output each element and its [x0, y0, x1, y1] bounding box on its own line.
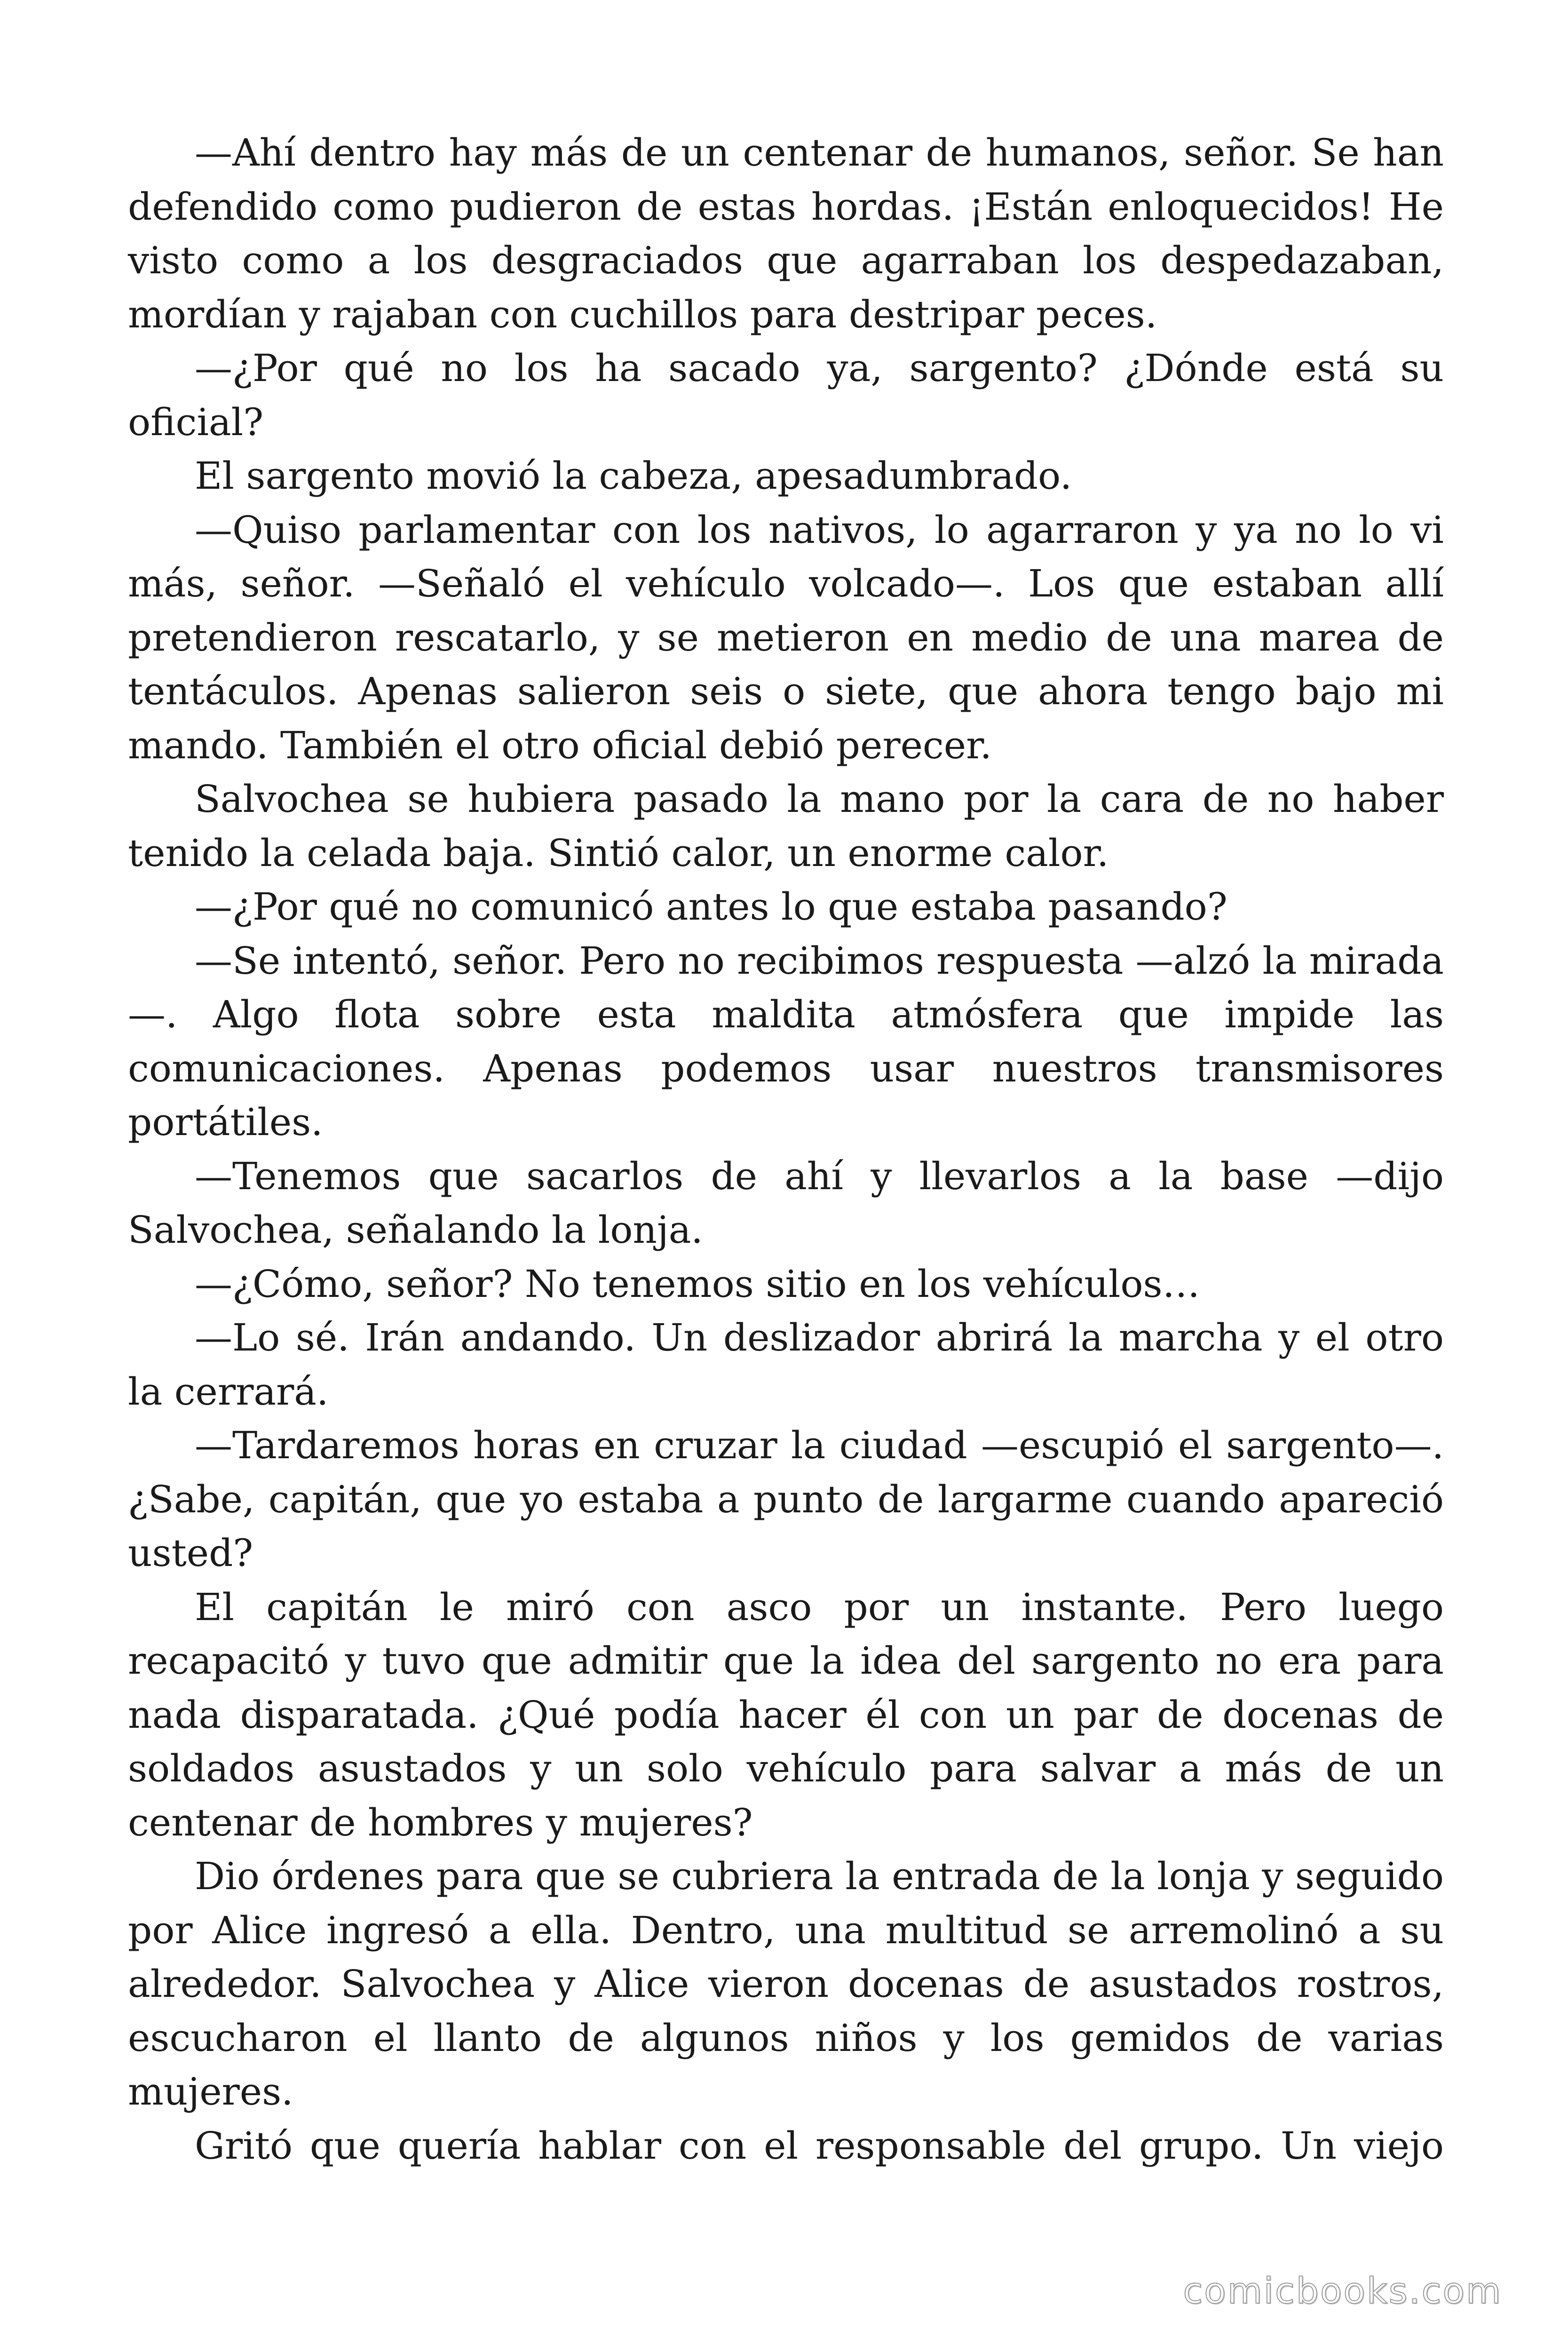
paragraph: —Ahí dentro hay más de un centenar de humanos, señor. Se han defendido como pudieron de estas hordas. ¡Están enloquecidos! He visto como a los desgraciados que agarraban los despedazaban, mordían y rajaban con cuchillos para destripar peces. [128, 131, 1444, 336]
paragraph: —¿Por qué no los ha sacado ya, sargento? ¿Dónde está su oficial? [128, 346, 1444, 444]
paragraph: —Tenemos que sacarlos de ahí y llevarlos a la base —dijo Salvochea, señalando la lonja. [128, 1154, 1444, 1252]
paragraph: —Se intentó, señor. Pero no recibimos respuesta —alzó la mirada—. Algo flota sobre esta maldita atmósfera que impide las comunicaciones. Apenas podemos usar nuestros transmisores portátiles. [128, 938, 1444, 1144]
paragraph: —¿Por qué no comunicó antes lo que estaba pasando? [195, 885, 1227, 929]
body-text [128, 126, 1444, 2173]
paragraph: —Lo sé. Irán andando. Un deslizador abrirá la marcha y el otro la cerrará. [128, 1316, 1444, 1414]
watermark-logo: comicbooks.com [1183, 2270, 1502, 2312]
paragraph: El capitán le miró con asco por un instante. Pero luego recapacitó y tuvo que admitir que la idea del sargento no era para nada disparatada. ¿Qué podía hacer él con un par de docenas de soldados asustados y un solo vehículo para salvar a más de un centenar de hombres y mujeres? [128, 1585, 1444, 1844]
paragraph: —Quiso parlamentar con los nativos, lo agarraron y ya no lo vi más, señor. —Señaló el vehículo volcado—. Los que estaban allí pretendieron rescatarlo, y se metieron en medio de una marea de tentáculos. Apenas salieron seis o siete, que ahora tengo bajo mi mando. También el otro oficial debió perecer. [128, 508, 1444, 767]
paragraph: —Tardaremos horas en cruzar la ciudad —escupió el sargento—. ¿Sabe, capitán, que yo estaba a punto de largarme cuando apareció usted? [128, 1423, 1444, 1575]
paragraph: El sargento movió la cabeza, apesadumbrado. [195, 454, 1072, 498]
paragraph: Salvochea se hubiera pasado la mano por la cara de no haber tenido la celada baja. Sintió calor, un enorme calor. [128, 777, 1444, 875]
paragraph: Gritó que quería hablar con el responsable del grupo. Un viejo [195, 2123, 1444, 2168]
paragraph: —¿Cómo, señor? No tenemos sitio en los vehículos… [195, 1262, 1200, 1306]
paragraph: Dio órdenes para que se cubriera la entrada de la lonja y seguido por Alice ingresó a ella. Dentro, una multitud se arremolinó a su alrededor. Salvochea y Alice vieron docenas de asustados rostros, escucharon el llanto de algunos niños y los gemidos de varias mujeres. [128, 1854, 1444, 2114]
